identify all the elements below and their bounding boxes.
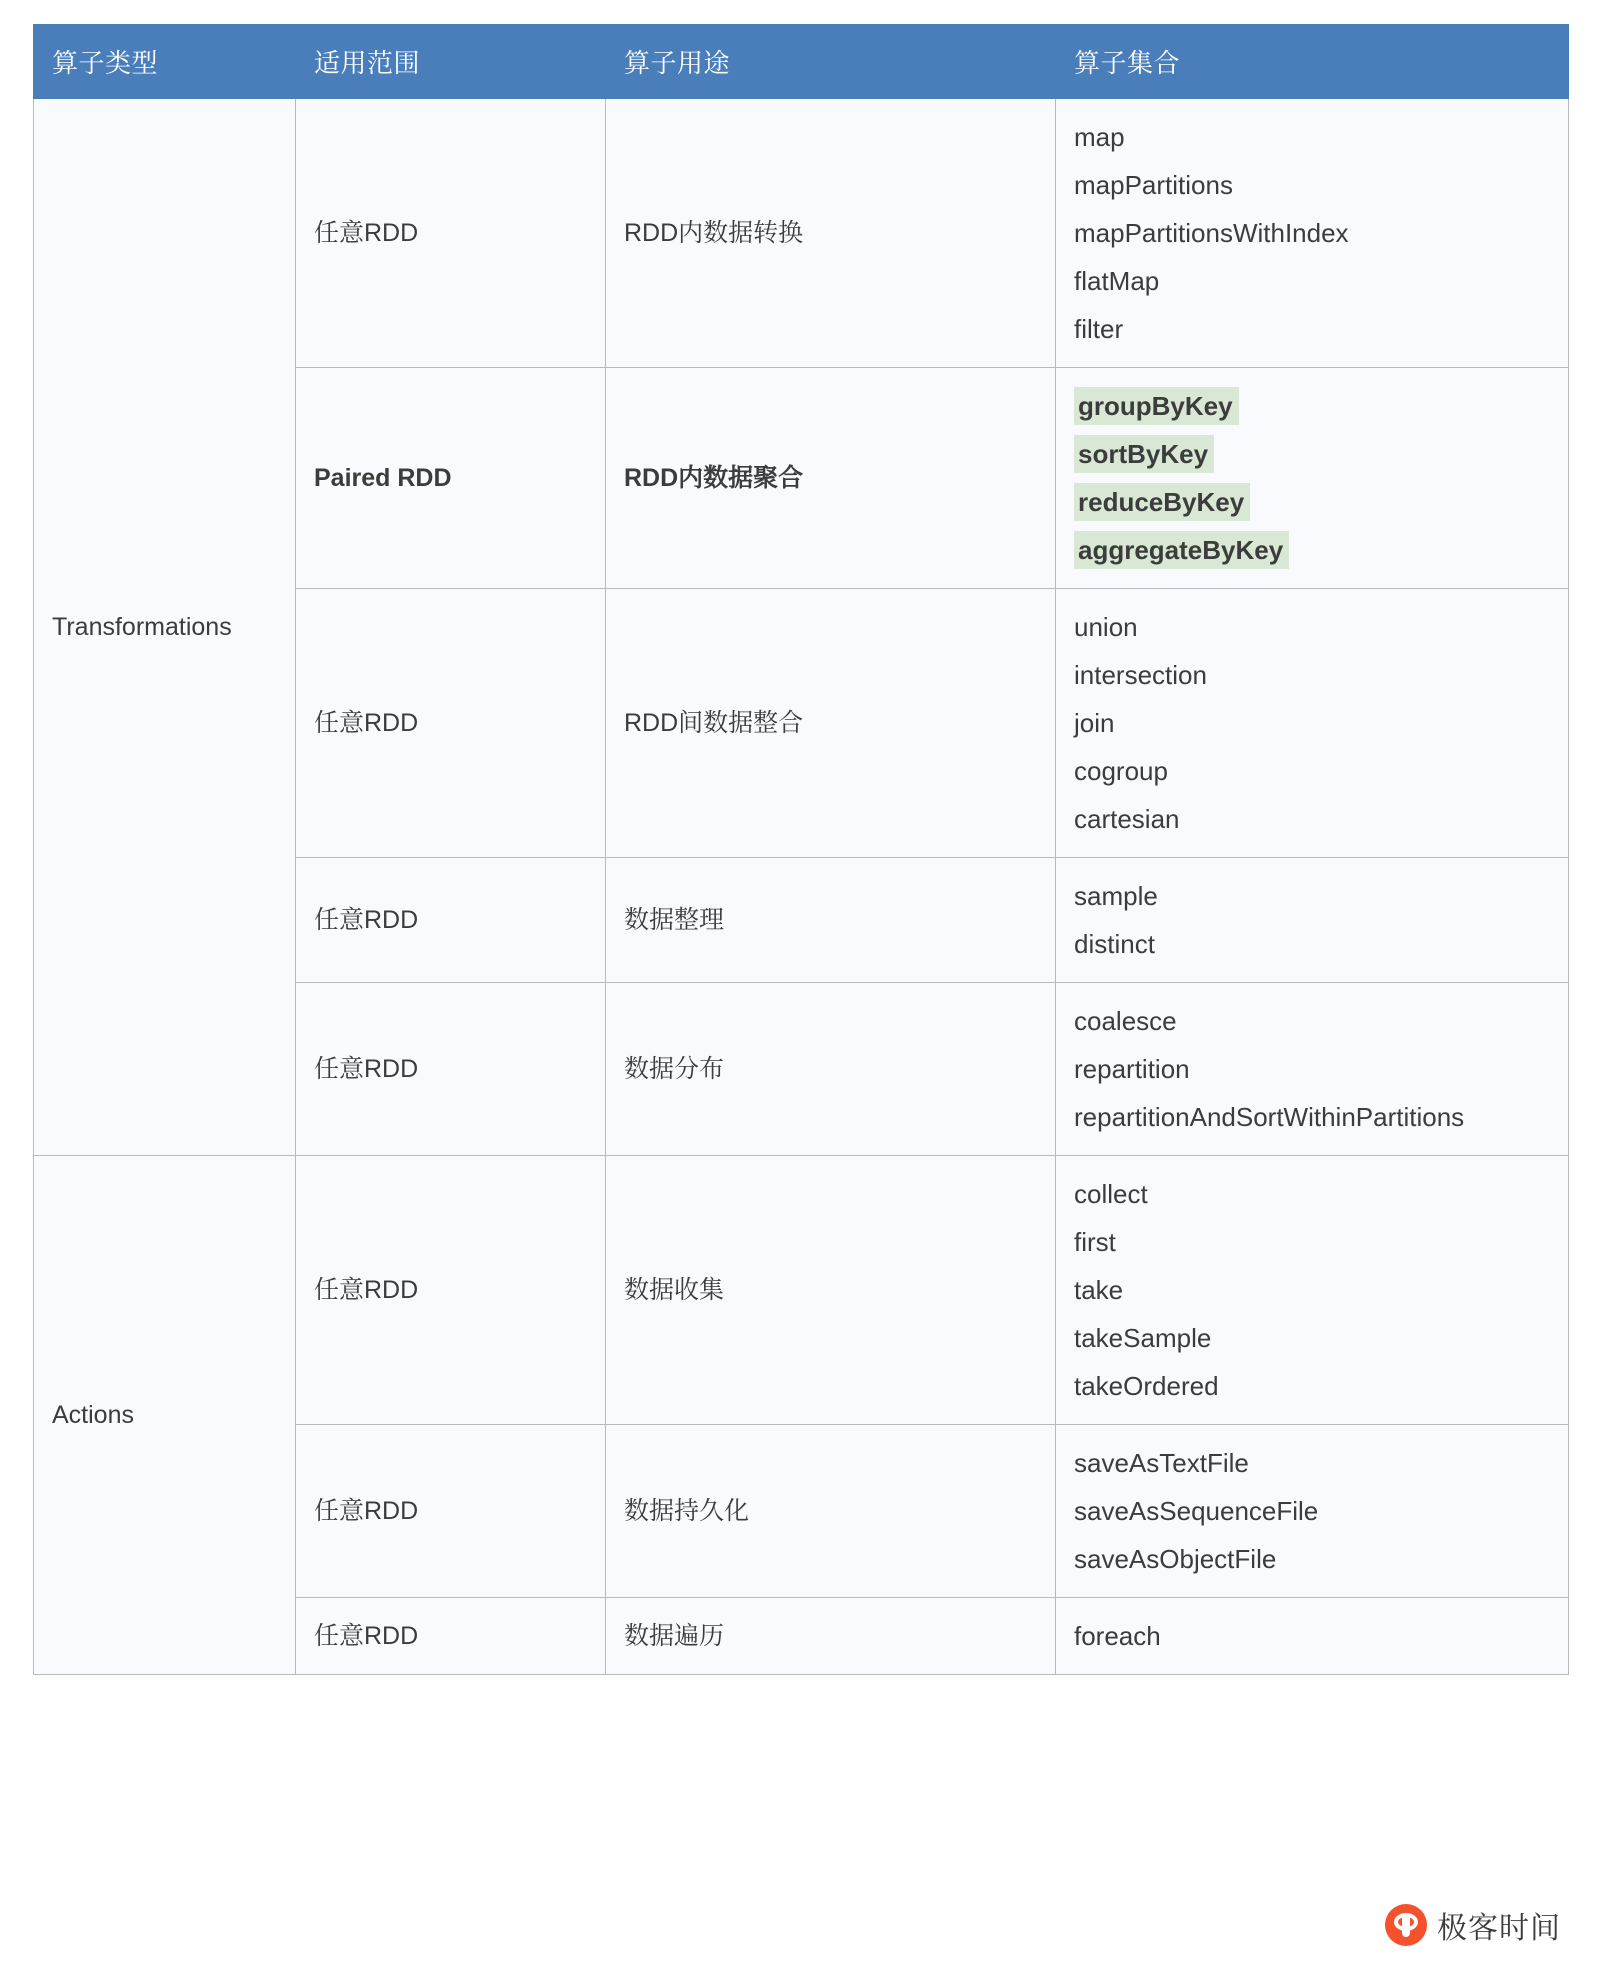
scope-cell: 任意RDD <box>296 858 606 983</box>
operator-item-highlighted: aggregateByKey <box>1074 531 1289 569</box>
operator-list <box>1074 1439 1568 1583</box>
table-header-row <box>34 25 1569 99</box>
scope-cell: 任意RDD <box>296 1156 606 1425</box>
operator-item: intersection <box>1074 660 1207 690</box>
operator-list <box>1074 872 1568 968</box>
operator-item: mapPartitions <box>1074 170 1233 200</box>
column-header-operator-set: 算子集合 <box>1056 25 1569 99</box>
operator-item: takeOrdered <box>1074 1371 1219 1401</box>
table-row <box>34 99 1569 368</box>
operator-item: take <box>1074 1275 1124 1305</box>
operator-list <box>1074 603 1568 843</box>
operator-item: sample <box>1074 881 1158 911</box>
operator-list <box>1074 997 1568 1141</box>
operator-set-cell <box>1056 368 1569 589</box>
brand-footer <box>1385 1903 1561 1947</box>
rdd-operators-table <box>33 24 1569 1675</box>
operator-item-highlighted: reduceByKey <box>1074 483 1250 521</box>
operator-list <box>1074 1612 1568 1660</box>
purpose-cell: RDD内数据聚合 <box>606 368 1056 589</box>
scope-cell: 任意RDD <box>296 983 606 1156</box>
operator-item: repartitionAndSortWithinPartitions <box>1074 1102 1465 1132</box>
operator-list <box>1074 113 1568 353</box>
operator-item: takeSample <box>1074 1323 1212 1353</box>
group-label-actions: Actions <box>34 1156 296 1675</box>
scope-cell: Paired RDD <box>296 368 606 589</box>
operator-item: union <box>1074 612 1138 642</box>
operator-list-highlighted <box>1074 382 1568 574</box>
operator-item: repartition <box>1074 1054 1190 1084</box>
table-row <box>34 1156 1569 1425</box>
purpose-cell: 数据收集 <box>606 1156 1056 1425</box>
column-header-purpose: 算子用途 <box>606 25 1056 99</box>
operator-item-highlighted: groupByKey <box>1074 387 1239 425</box>
operator-set-cell <box>1056 1425 1569 1598</box>
purpose-cell: 数据持久化 <box>606 1425 1056 1598</box>
table-header <box>34 25 1569 99</box>
scope-cell: 任意RDD <box>296 1425 606 1598</box>
operator-set-cell <box>1056 983 1569 1156</box>
operator-item: cogroup <box>1074 756 1168 786</box>
operator-item: mapPartitionsWithIndex <box>1074 218 1349 248</box>
operator-item: cartesian <box>1074 804 1180 834</box>
purpose-cell: RDD内数据转换 <box>606 99 1056 368</box>
operator-item: filter <box>1074 314 1124 344</box>
operator-item: saveAsTextFile <box>1074 1448 1249 1478</box>
column-header-operator-type: 算子类型 <box>34 25 296 99</box>
operator-list <box>1074 1170 1568 1410</box>
operator-set-cell <box>1056 858 1569 983</box>
purpose-cell: 数据整理 <box>606 858 1056 983</box>
scope-cell: 任意RDD <box>296 589 606 858</box>
operator-item: map <box>1074 122 1125 152</box>
group-label-transformations: Transformations <box>34 99 296 1156</box>
operator-item: coalesce <box>1074 1006 1177 1036</box>
column-header-scope: 适用范围 <box>296 25 606 99</box>
operator-set-cell <box>1056 99 1569 368</box>
operator-item: collect <box>1074 1179 1148 1209</box>
operator-item: join <box>1074 708 1115 738</box>
purpose-cell: RDD间数据整合 <box>606 589 1056 858</box>
scope-cell: 任意RDD <box>296 99 606 368</box>
scope-cell: 任意RDD <box>296 1598 606 1675</box>
operator-item: flatMap <box>1074 266 1160 296</box>
geekbang-logo-icon <box>1385 1904 1427 1946</box>
table-body <box>34 99 1569 1675</box>
brand-name: 极客时间 <box>1437 1912 1561 1945</box>
operator-item-highlighted: sortByKey <box>1074 435 1214 473</box>
operator-set-cell <box>1056 589 1569 858</box>
purpose-cell: 数据遍历 <box>606 1598 1056 1675</box>
operator-item: foreach <box>1074 1621 1161 1651</box>
operator-set-cell <box>1056 1156 1569 1425</box>
operator-item: saveAsSequenceFile <box>1074 1496 1319 1526</box>
operator-item: distinct <box>1074 929 1155 959</box>
operator-item: first <box>1074 1227 1116 1257</box>
operator-item: saveAsObjectFile <box>1074 1544 1277 1574</box>
operator-set-cell <box>1056 1598 1569 1675</box>
purpose-cell: 数据分布 <box>606 983 1056 1156</box>
